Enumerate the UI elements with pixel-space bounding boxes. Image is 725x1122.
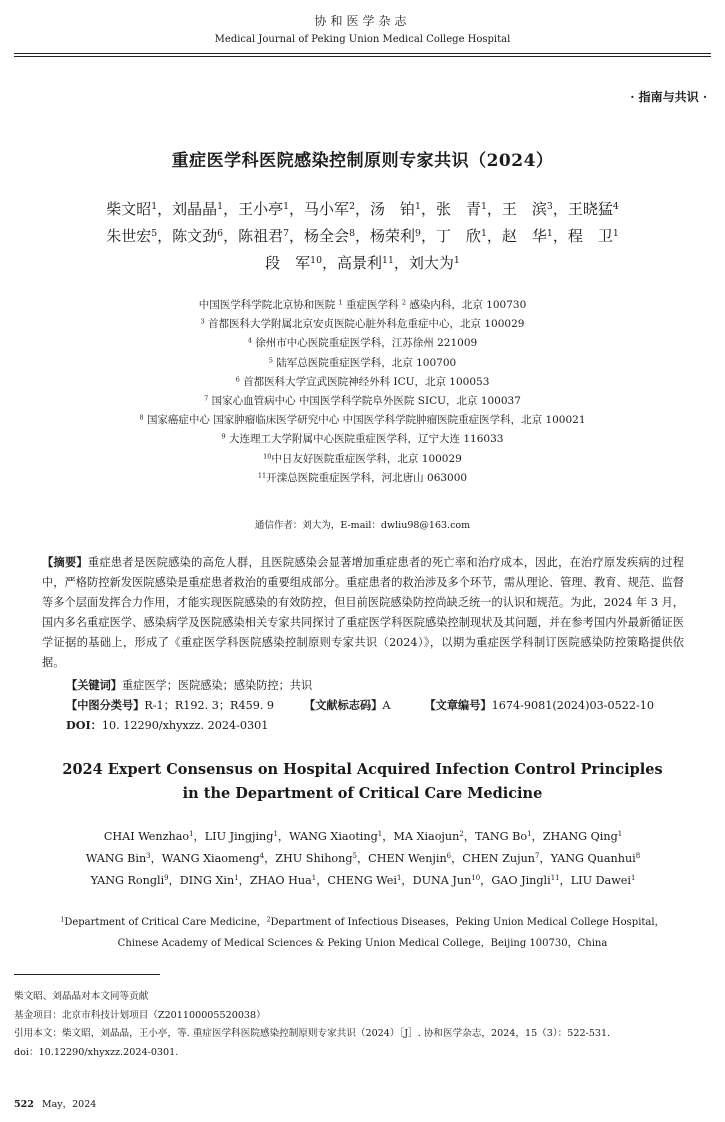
- author-name: TANG Bo: [474, 830, 528, 843]
- author-name: 程 卫: [567, 227, 613, 245]
- author-name: GAO Jingli: [491, 874, 551, 887]
- affiliation-1-2: 中国医学科学院北京协和医院 $^1$ 重症医学科 $^2$ 感染内科，北京 100730: [198, 298, 527, 311]
- author-name: LIU Jingjing: [204, 830, 274, 843]
- author-affiliation-mark: 1: [480, 227, 487, 239]
- author-name: 杨荣利: [370, 227, 416, 245]
- authors-cn: [0, 196, 725, 277]
- authors-cn-line-1: 柴文昭$^1$，刘晶晶$^1$，王小亭$^1$，马小军$^2$，汤 铂$^1$，张 青$^1$，王 滨$^3$，王晓猛$^4$: [106, 200, 619, 218]
- author-name: 张 青: [435, 200, 481, 218]
- affiliation-8: $^8$ 国家癌症中心 国家肿瘤临床医学研究中心 中国医学科学院肿瘤医院重症医学科，北京 100021: [139, 413, 586, 427]
- abstract: [42, 552, 684, 673]
- author-affiliation-mark: 7: [534, 852, 540, 861]
- author-name: 柴文昭: [106, 200, 152, 218]
- author-affiliation-mark: 3: [546, 200, 553, 212]
- author-affiliation-mark: 1: [189, 830, 194, 839]
- footnote-rule: [14, 974, 160, 975]
- author-name: 陈文劲: [172, 227, 218, 245]
- author-name: ZHU Shihong: [275, 852, 353, 865]
- author-affiliation-mark: 11: [550, 874, 560, 883]
- author-name: 赵 华: [501, 227, 547, 245]
- author-affiliation-mark: 7: [283, 227, 290, 239]
- author-affiliation-mark: 2: [349, 200, 355, 212]
- footnote-funding: 基金项目：北京市科技计划项目（Z201100005520038）: [14, 1009, 266, 1021]
- author-name: 段 军: [265, 254, 311, 272]
- doi: DOI：10. 12290/xhyxzz. 2024-0301: [66, 718, 269, 732]
- header-rule-thin: [14, 56, 711, 57]
- author-affiliation-mark: 4: [259, 852, 265, 861]
- author-affiliation-mark: 1: [630, 874, 636, 883]
- author-affiliation-mark: 1: [415, 200, 421, 212]
- header-rule-thick: [14, 53, 711, 54]
- affiliation-10: $^{10}$中日友好医院重症医学科，北京 100029: [263, 452, 462, 465]
- issue-date: May，2024: [41, 1099, 97, 1110]
- authors-en-line-2: WANG Bin$^3$，WANG Xiaomeng$^4$，ZHU Shihong$^5$，CHEN Wenjin$^6$，CHEN Zujun$^7$，YANG Quanhui$^8$: [85, 852, 641, 865]
- author-name: 汤 铂: [370, 200, 416, 218]
- author-affiliation-mark: 1: [217, 200, 224, 212]
- author-name: 丁 欣: [435, 227, 481, 245]
- author-name: 朱世宏: [106, 227, 152, 245]
- author-affiliation-mark: 1: [453, 254, 460, 266]
- page-number: 522: [14, 1099, 34, 1110]
- author-affiliation-mark: 8: [635, 852, 641, 861]
- footnote-contribution: 柴文昭、刘晶晶对本文同等贡献: [14, 991, 149, 1002]
- page-footer: [14, 1096, 96, 1110]
- author-affiliation-mark: 8: [349, 227, 355, 239]
- author-name: ZHAO Hua: [249, 874, 312, 887]
- authors-cn-line-3: 段 军$^{10}$，高景利$^{11}$，刘大为$^1$: [265, 254, 460, 272]
- author-name: 王 滨: [501, 200, 547, 218]
- author-affiliation-mark: 1: [617, 830, 623, 839]
- affiliation-9: $^9$ 大连理工大学附属中心医院重症医学科，辽宁大连 116033: [221, 432, 504, 446]
- author-name: LIU Dawei: [570, 874, 631, 887]
- author-affiliation-mark: 1: [546, 227, 553, 239]
- author-affiliation-mark: 1: [396, 874, 402, 883]
- author-affiliation-mark: 1: [273, 830, 278, 839]
- author-name: 杨全会: [304, 227, 350, 245]
- author-affiliation-mark: 1: [151, 200, 158, 212]
- article-title-en: 2024 Expert Consensus on Hospital Acquired Infection Control Principles in the Department of Critical Care Medicine: [62, 761, 663, 802]
- affiliation-4: $^4$ 徐州市中心医院重症医学科，江苏徐州 221009: [247, 336, 478, 350]
- author-name: MA Xiaojun: [393, 830, 460, 843]
- author-affiliation-mark: 10: [310, 254, 323, 266]
- abstract-label: 【摘要】: [42, 555, 88, 569]
- authors-cn-line-2: 朱世宏$^5$，陈文劲$^6$，陈祖君$^7$，杨全会$^8$，杨荣利$^9$，丁 欣$^1$，赵 华$^1$，程 卫$^1$: [106, 227, 619, 245]
- author-name: 陈祖君: [238, 227, 284, 245]
- author-affiliation-mark: 1: [311, 874, 317, 883]
- author-name: 高景利: [337, 254, 383, 272]
- authors-en-line-3: YANG Rongli$^9$，DING Xin$^1$，ZHAO Hua$^1$，CHENG Wei$^1$，DUNA Jun$^{10}$，GAO Jingli$^{11}$，LIU Dawei$^1$: [90, 874, 636, 887]
- author-name: 王小亭: [238, 200, 284, 218]
- authors-en: [38, 826, 688, 892]
- author-affiliation-mark: 6: [446, 852, 452, 861]
- author-affiliation-mark: 11: [382, 254, 394, 266]
- author-name: 王晓猛: [567, 200, 613, 218]
- article-title-cn: 重症医学科医院感染控制原则专家共识（2024）: [171, 151, 554, 171]
- author-affiliation-mark: 1: [234, 874, 239, 883]
- author-name: 刘大为: [408, 254, 454, 272]
- author-affiliation-mark: 9: [164, 874, 169, 883]
- affiliation-3: $^3$ 首都医科大学附属北京安贞医院心脏外科危重症中心，北京 100029: [200, 317, 525, 331]
- author-name: ZHANG Qing: [542, 830, 618, 843]
- journal-title-cn: 协和医学杂志: [314, 14, 411, 28]
- author-affiliation-mark: 1: [377, 830, 383, 839]
- author-affiliation-mark: 1: [283, 200, 290, 212]
- author-name: CHEN Wenjin: [368, 852, 447, 865]
- affiliation-7: $^7$ 国家心血管病中心 中国医学科学院阜外医院 SICU，北京 100037: [204, 394, 521, 408]
- keywords: 【关键词】重症医学；医院感染；感染防控；共识: [66, 678, 313, 692]
- affiliation-11: $^{11}$开滦总医院重症医学科，河北唐山 063000: [257, 471, 468, 484]
- author-affiliation-mark: 6: [217, 227, 224, 239]
- author-affiliation-mark: 3: [146, 852, 151, 861]
- journal-title-en: Medical Journal of Peking Union Medical College Hospital: [214, 34, 511, 45]
- author-name: WANG Xiaoting: [289, 830, 378, 843]
- author-name: CHEN Zujun: [462, 852, 535, 865]
- author-name: 刘晶晶: [172, 200, 218, 218]
- author-affiliation-mark: 4: [612, 200, 619, 212]
- author-affiliation-mark: 9: [415, 227, 421, 239]
- author-name: WANG Bin: [85, 852, 147, 865]
- author-name: WANG Xiaomeng: [161, 852, 260, 865]
- author-name: YANG Quanhui: [550, 852, 636, 865]
- footnote-doi: doi：10.12290/xhyxzz.2024-0301.: [14, 1046, 179, 1058]
- author-name: CHENG Wei: [327, 874, 397, 887]
- footnote-citation: 引用本文：柴文昭，刘晶晶，王小亭，等. 重症医学科医院感染控制原则专家共识（2024）［J］. 协和医学杂志，2024，15（3）：522-531.: [14, 1028, 611, 1039]
- author-affiliation-mark: 5: [352, 852, 357, 861]
- author-name: CHAI Wenzhao: [103, 830, 190, 843]
- author-name: DING Xin: [179, 874, 235, 887]
- author-affiliation-mark: 1: [480, 200, 487, 212]
- author-affiliation-mark: 5: [151, 227, 158, 239]
- affiliation-6: $^6$ 首都医科大学宣武医院神经外科 ICU，北京 100053: [235, 375, 490, 388]
- author-affiliation-mark: 2: [459, 830, 464, 839]
- affiliation-5: $^5$ 陆军总医院重症医学科，北京 100700: [268, 356, 457, 369]
- author-affiliation-mark: 1: [527, 830, 532, 839]
- footnotes: [14, 988, 704, 1062]
- author-name: YANG Rongli: [90, 874, 165, 887]
- section-label: · 指南与共识 ·: [630, 90, 707, 104]
- classification: 【中图分类号】R-1；R192. 3；R459. 9 【文献标志码】A 【文章编号】1674-9081(2024)03-0522-10: [66, 698, 655, 712]
- correspondence: 通信作者：刘大为，E-mail：dwliu98@163.com: [254, 520, 471, 531]
- affiliations-cn: [0, 296, 725, 488]
- author-name: 马小军: [304, 200, 350, 218]
- author-affiliation-mark: 10: [471, 874, 481, 883]
- abstract-text: 重症患者是医院感染的高危人群，且医院感染会显著增加重症患者的死亡率和治疗成本，因此，在治疗原发疾病的过程中，严格防控新发医院感染是重症患者救治的重要组成部分。重症患者的救治涉及多个环节，需从理论、管理、教育、规范、监督等多个层面发挥合力作用，才能实现医院感染的有效防控，但目前医院感染防控尚缺乏统一的认识和规范。为此，2024 年 3 月，国内多名重症医学、感染病学及医院感染相关专家共同探讨了重症医学科医院感染控制现状及其问题，并在参考国内外最新循证医学证据的基础上，形成了《重症医学科医院感染控制原则专家共识（2024）》，以期为重症医学科制订医院感染防控策略提供依据。: [42, 556, 684, 669]
- affiliation-en: $^1$Department of Critical Care Medicine，$^2$Department of Infectious Diseases，Peking Union Medical College Hospital， Chinese Academy of Medical Sciences & Peking Union Medical College，Beijing 100730，China: [60, 916, 665, 949]
- author-name: DUNA Jun: [412, 874, 472, 887]
- author-affiliation-mark: 1: [612, 227, 619, 239]
- authors-en-line-1: CHAI Wenzhao$^1$，LIU Jingjing$^1$，WANG Xiaoting$^1$，MA Xiaojun$^2$，TANG Bo$^1$，ZHANG Qing$^1$: [103, 830, 623, 843]
